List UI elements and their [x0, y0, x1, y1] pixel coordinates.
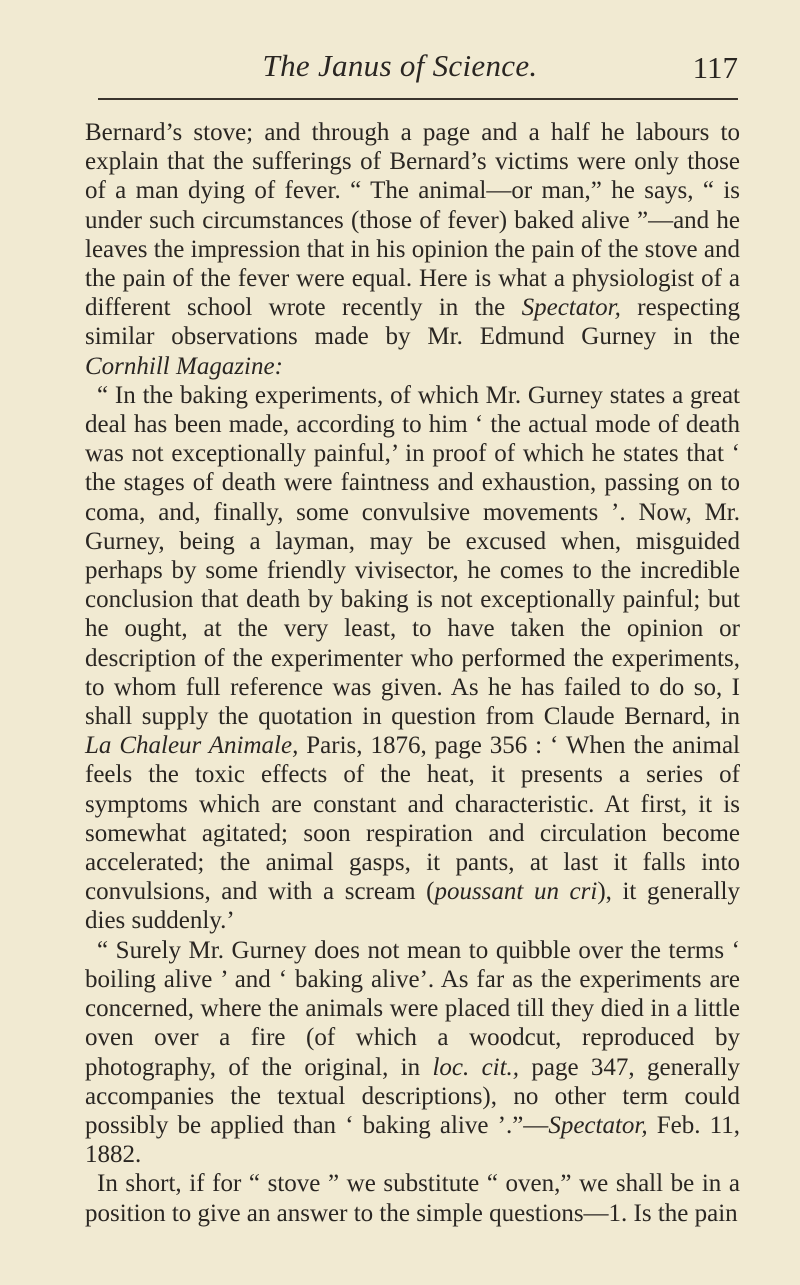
page-number: 117	[692, 50, 738, 85]
text-run: Feb. 11, 1882.	[85, 1111, 740, 1169]
text-run: page 347, generally accompanies the textual descriptions), no other term could possibly be applied than ‘ baking alive ’.”—	[85, 1053, 740, 1139]
text-run: Paris, 1876, page 356 : ‘ When the animal feels the toxic effects of the heat, it presents a series of symptoms which are constant and characteristic. At first, it is somewhat agitated; soon respiration and circulation become accelerated; the animal gasps, it pants, at last it falls into convulsions, and with a scream (	[85, 732, 740, 906]
italic-text: poussant un cri	[434, 878, 598, 906]
paragraph	[85, 381, 740, 936]
italic-text: La Chaleur Animale,	[85, 732, 299, 760]
italic-text: loc. cit.,	[432, 1053, 520, 1081]
text-run: ), it generally dies suddenly.’	[85, 878, 740, 935]
text-run: respecting similar observations made by Mr. Edmund Gurney in the	[85, 294, 741, 351]
text-run: “ Surely Mr. Gurney does not mean to quibble over the terms ‘ boiling alive ’ and ‘ baking alive’. As far as the experiments are concerned, where the animals were placed till they died in a little oven over a fire (of which a woodcut, reproduced by photography, of the original, in	[85, 936, 740, 1081]
running-head	[0, 48, 800, 88]
paragraph	[85, 936, 740, 1170]
running-title: The Janus of Science.	[262, 48, 538, 83]
text-run: In short, if for “ stove ” we substitute “ oven,” we shall be in a position to give an answer to the simple questions—1. Is the pain	[85, 1170, 740, 1227]
paragraph	[85, 118, 740, 381]
italic-text: Spectator,	[521, 294, 621, 322]
italic-text: Spectator,	[548, 1111, 648, 1139]
body-text	[85, 118, 740, 1228]
italic-text: Cornhill Magazine:	[85, 352, 283, 380]
paragraph	[85, 1169, 740, 1227]
header-rule	[98, 98, 738, 100]
text-run: “ In the baking experiments, of which Mr. Gurney states a great deal has been made, according to him ‘ the actual mode of death was not exceptionally painful,’ in proof of which he states that ‘ the stages of death were faintness and exhaustion, passing on to coma, and, finally, some convulsive movements ’. Now, Mr. Gurney, being a layman, may be excused when, misguided perhaps by some friendly vivisector, he comes to the incredible conclusion that death by baking is not exceptionally painful; but he ought, at the very least, to have taken the opinion or description of the experimenter who performed the experiments, to whom full reference was given. As he has failed to do so, I shall supply the quotation in question from Claude Bernard, in	[85, 381, 740, 731]
text-run: Bernard’s stove; and through a page and a half he labours to explain that the sufferings of Bernard’s victims were only those of a man dying of fever. “ The animal—or man,” he says, “ is under such circumstances (those of fever) baked alive ”—and he leaves the impression that in his opinion the pain of the stove and the pain of the fever were equal. Here is what a physiologist of a different school wrote recently in the	[85, 119, 740, 322]
